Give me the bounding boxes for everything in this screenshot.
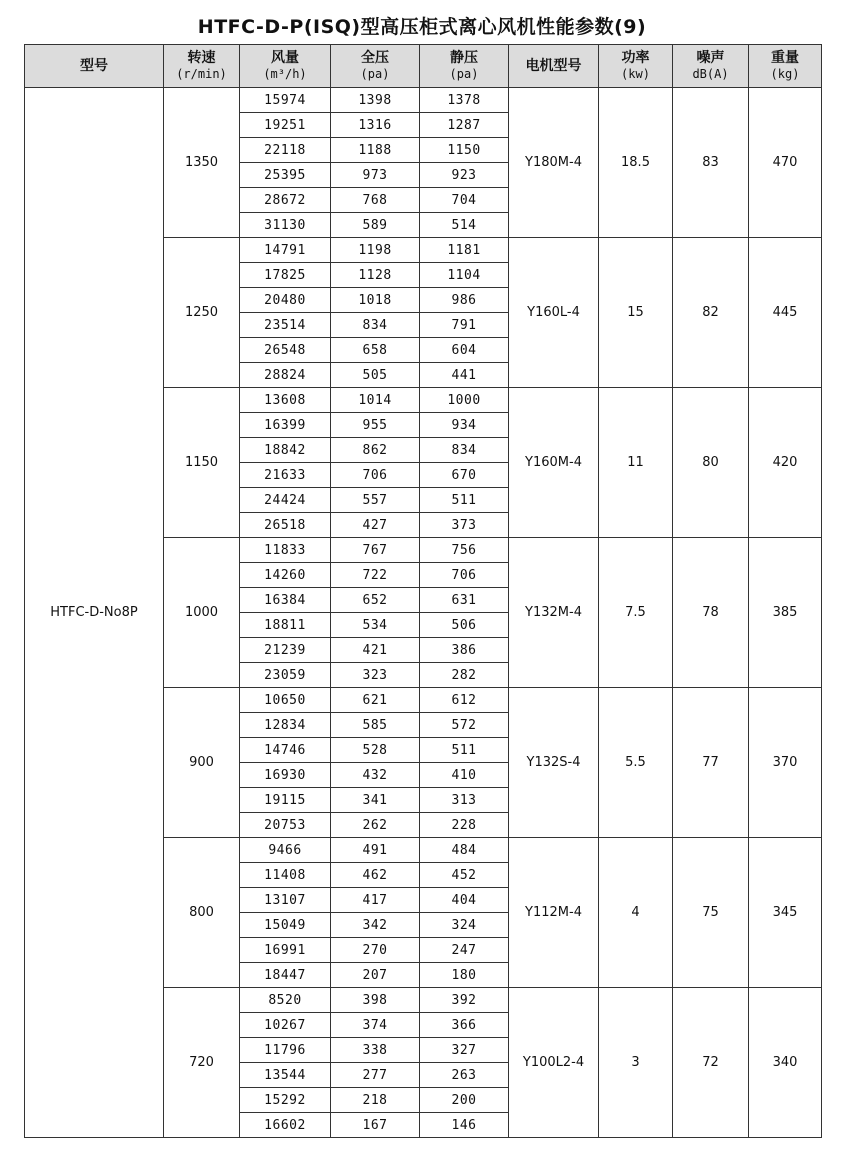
- total-pressure-cell: 270: [331, 938, 420, 963]
- noise-cell: 77: [673, 688, 749, 838]
- airflow-cell: 15049: [240, 913, 331, 938]
- static-pressure-cell: 180: [420, 963, 509, 988]
- total-pressure-cell: 1014: [331, 388, 420, 413]
- airflow-cell: 17825: [240, 263, 331, 288]
- airflow-cell: 24424: [240, 488, 331, 513]
- airflow-cell: 21239: [240, 638, 331, 663]
- static-pressure-cell: 1287: [420, 113, 509, 138]
- performance-table: [24, 44, 822, 1138]
- total-pressure-cell: 505: [331, 363, 420, 388]
- airflow-cell: 31130: [240, 213, 331, 238]
- total-pressure-cell: 1188: [331, 138, 420, 163]
- total-pressure-cell: 1198: [331, 238, 420, 263]
- header-motor: 电机型号: [509, 45, 599, 88]
- motor-cell: Y132S-4: [509, 688, 599, 838]
- speed-cell: 1350: [164, 88, 240, 238]
- power-cell: 18.5: [599, 88, 673, 238]
- speed-cell: 900: [164, 688, 240, 838]
- speed-cell: 720: [164, 988, 240, 1138]
- static-pressure-cell: 572: [420, 713, 509, 738]
- total-pressure-cell: 955: [331, 413, 420, 438]
- motor-cell: Y160L-4: [509, 238, 599, 388]
- total-pressure-cell: 557: [331, 488, 420, 513]
- static-pressure-cell: 704: [420, 188, 509, 213]
- static-pressure-cell: 511: [420, 488, 509, 513]
- static-pressure-cell: 612: [420, 688, 509, 713]
- total-pressure-cell: 722: [331, 563, 420, 588]
- speed-cell: 1150: [164, 388, 240, 538]
- airflow-cell: 26518: [240, 513, 331, 538]
- total-pressure-cell: 1128: [331, 263, 420, 288]
- header-noise: 噪声 dB(A): [673, 45, 749, 88]
- airflow-cell: 11408: [240, 863, 331, 888]
- static-pressure-cell: 228: [420, 813, 509, 838]
- airflow-cell: 16930: [240, 763, 331, 788]
- static-pressure-cell: 670: [420, 463, 509, 488]
- page-title: HTFC-D-P(ISQ)型高压柜式离心风机性能参数(9): [197, 16, 647, 38]
- header-airflow: 风量 (m³/h): [240, 45, 331, 88]
- weight-cell: 420: [749, 388, 822, 538]
- speed-cell: 1000: [164, 538, 240, 688]
- total-pressure-cell: 491: [331, 838, 420, 863]
- total-pressure-cell: 432: [331, 763, 420, 788]
- table-row: [25, 88, 822, 113]
- airflow-cell: 14746: [240, 738, 331, 763]
- static-pressure-cell: 146: [420, 1113, 509, 1138]
- airflow-cell: 14260: [240, 563, 331, 588]
- total-pressure-cell: 589: [331, 213, 420, 238]
- total-pressure-cell: 398: [331, 988, 420, 1013]
- airflow-cell: 21633: [240, 463, 331, 488]
- static-pressure-cell: 511: [420, 738, 509, 763]
- airflow-cell: 18447: [240, 963, 331, 988]
- total-pressure-cell: 767: [331, 538, 420, 563]
- airflow-cell: 20480: [240, 288, 331, 313]
- airflow-cell: 10650: [240, 688, 331, 713]
- power-cell: 7.5: [599, 538, 673, 688]
- airflow-cell: 15974: [240, 88, 331, 113]
- header-model: 型号: [25, 45, 164, 88]
- airflow-cell: 23059: [240, 663, 331, 688]
- airflow-cell: 13544: [240, 1063, 331, 1088]
- static-pressure-cell: 441: [420, 363, 509, 388]
- static-pressure-cell: 1378: [420, 88, 509, 113]
- total-pressure-cell: 218: [331, 1088, 420, 1113]
- table-body: [25, 88, 822, 1138]
- static-pressure-cell: 1104: [420, 263, 509, 288]
- static-pressure-cell: 484: [420, 838, 509, 863]
- airflow-cell: 9466: [240, 838, 331, 863]
- total-pressure-cell: 338: [331, 1038, 420, 1063]
- motor-cell: Y160M-4: [509, 388, 599, 538]
- static-pressure-cell: 410: [420, 763, 509, 788]
- static-pressure-cell: 327: [420, 1038, 509, 1063]
- static-pressure-cell: 834: [420, 438, 509, 463]
- header-speed: 转速 (r/min): [164, 45, 240, 88]
- header-row: [25, 45, 822, 88]
- static-pressure-cell: 282: [420, 663, 509, 688]
- weight-cell: 385: [749, 538, 822, 688]
- static-pressure-cell: 247: [420, 938, 509, 963]
- total-pressure-cell: 652: [331, 588, 420, 613]
- airflow-cell: 25395: [240, 163, 331, 188]
- airflow-cell: 16384: [240, 588, 331, 613]
- total-pressure-cell: 862: [331, 438, 420, 463]
- airflow-cell: 16399: [240, 413, 331, 438]
- airflow-cell: 22118: [240, 138, 331, 163]
- total-pressure-cell: 834: [331, 313, 420, 338]
- static-pressure-cell: 386: [420, 638, 509, 663]
- static-pressure-cell: 514: [420, 213, 509, 238]
- noise-cell: 82: [673, 238, 749, 388]
- static-pressure-cell: 756: [420, 538, 509, 563]
- header-total-pressure: 全压 (pa): [331, 45, 420, 88]
- airflow-cell: 12834: [240, 713, 331, 738]
- airflow-cell: 18842: [240, 438, 331, 463]
- total-pressure-cell: 374: [331, 1013, 420, 1038]
- airflow-cell: 19251: [240, 113, 331, 138]
- airflow-cell: 28824: [240, 363, 331, 388]
- total-pressure-cell: 768: [331, 188, 420, 213]
- airflow-cell: 20753: [240, 813, 331, 838]
- airflow-cell: 13608: [240, 388, 331, 413]
- static-pressure-cell: 200: [420, 1088, 509, 1113]
- airflow-cell: 19115: [240, 788, 331, 813]
- total-pressure-cell: 534: [331, 613, 420, 638]
- static-pressure-cell: 1150: [420, 138, 509, 163]
- total-pressure-cell: 1398: [331, 88, 420, 113]
- static-pressure-cell: 1000: [420, 388, 509, 413]
- airflow-cell: 23514: [240, 313, 331, 338]
- static-pressure-cell: 923: [420, 163, 509, 188]
- airflow-cell: 11833: [240, 538, 331, 563]
- header-power: 功率 (kw): [599, 45, 673, 88]
- static-pressure-cell: 373: [420, 513, 509, 538]
- total-pressure-cell: 277: [331, 1063, 420, 1088]
- static-pressure-cell: 631: [420, 588, 509, 613]
- total-pressure-cell: 421: [331, 638, 420, 663]
- total-pressure-cell: 1018: [331, 288, 420, 313]
- total-pressure-cell: 323: [331, 663, 420, 688]
- total-pressure-cell: 1316: [331, 113, 420, 138]
- total-pressure-cell: 342: [331, 913, 420, 938]
- speed-cell: 1250: [164, 238, 240, 388]
- airflow-cell: 14791: [240, 238, 331, 263]
- static-pressure-cell: 706: [420, 563, 509, 588]
- airflow-cell: 18811: [240, 613, 331, 638]
- total-pressure-cell: 427: [331, 513, 420, 538]
- power-cell: 15: [599, 238, 673, 388]
- static-pressure-cell: 1181: [420, 238, 509, 263]
- static-pressure-cell: 404: [420, 888, 509, 913]
- noise-cell: 78: [673, 538, 749, 688]
- motor-cell: Y132M-4: [509, 538, 599, 688]
- speed-cell: 800: [164, 838, 240, 988]
- static-pressure-cell: 934: [420, 413, 509, 438]
- total-pressure-cell: 658: [331, 338, 420, 363]
- static-pressure-cell: 263: [420, 1063, 509, 1088]
- airflow-cell: 28672: [240, 188, 331, 213]
- noise-cell: 75: [673, 838, 749, 988]
- airflow-cell: 10267: [240, 1013, 331, 1038]
- total-pressure-cell: 528: [331, 738, 420, 763]
- power-cell: 3: [599, 988, 673, 1138]
- total-pressure-cell: 417: [331, 888, 420, 913]
- airflow-cell: 8520: [240, 988, 331, 1013]
- power-cell: 4: [599, 838, 673, 988]
- airflow-cell: 16991: [240, 938, 331, 963]
- static-pressure-cell: 506: [420, 613, 509, 638]
- weight-cell: 340: [749, 988, 822, 1138]
- airflow-cell: 13107: [240, 888, 331, 913]
- static-pressure-cell: 452: [420, 863, 509, 888]
- static-pressure-cell: 324: [420, 913, 509, 938]
- static-pressure-cell: 986: [420, 288, 509, 313]
- power-cell: 5.5: [599, 688, 673, 838]
- airflow-cell: 15292: [240, 1088, 331, 1113]
- weight-cell: 445: [749, 238, 822, 388]
- header-weight: 重量 (kg): [749, 45, 822, 88]
- static-pressure-cell: 392: [420, 988, 509, 1013]
- static-pressure-cell: 366: [420, 1013, 509, 1038]
- total-pressure-cell: 621: [331, 688, 420, 713]
- motor-cell: Y112M-4: [509, 838, 599, 988]
- static-pressure-cell: 791: [420, 313, 509, 338]
- total-pressure-cell: 706: [331, 463, 420, 488]
- airflow-cell: 16602: [240, 1113, 331, 1138]
- total-pressure-cell: 585: [331, 713, 420, 738]
- airflow-cell: 11796: [240, 1038, 331, 1063]
- model-cell: HTFC-D-No8P: [25, 88, 164, 1138]
- header-static-pressure: 静压 (pa): [420, 45, 509, 88]
- power-cell: 11: [599, 388, 673, 538]
- total-pressure-cell: 973: [331, 163, 420, 188]
- static-pressure-cell: 604: [420, 338, 509, 363]
- noise-cell: 80: [673, 388, 749, 538]
- airflow-cell: 26548: [240, 338, 331, 363]
- weight-cell: 345: [749, 838, 822, 988]
- noise-cell: 83: [673, 88, 749, 238]
- total-pressure-cell: 167: [331, 1113, 420, 1138]
- weight-cell: 370: [749, 688, 822, 838]
- total-pressure-cell: 207: [331, 963, 420, 988]
- static-pressure-cell: 313: [420, 788, 509, 813]
- motor-cell: Y180M-4: [509, 88, 599, 238]
- noise-cell: 72: [673, 988, 749, 1138]
- total-pressure-cell: 462: [331, 863, 420, 888]
- total-pressure-cell: 341: [331, 788, 420, 813]
- total-pressure-cell: 262: [331, 813, 420, 838]
- weight-cell: 470: [749, 88, 822, 238]
- motor-cell: Y100L2-4: [509, 988, 599, 1138]
